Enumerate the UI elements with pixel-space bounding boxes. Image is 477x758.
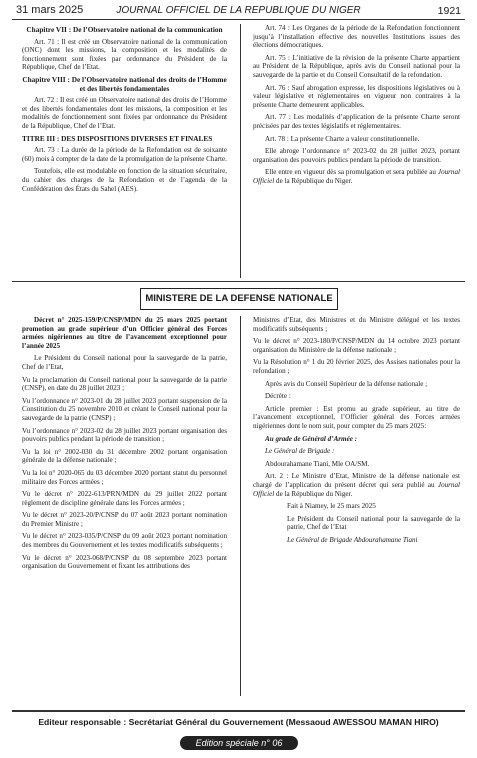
vu-4: Vu la loi n° 2002-030 du 31 décembre 2002 portant organisation générale de la défense nationale ;	[22, 447, 227, 465]
ministry-heading: MINISTERE DE LA DEFENSE NATIONALE	[140, 288, 338, 310]
vu-9-continuation: Ministres d’Etat, des Ministres et du Ministre délégué et les textes modificatifs subséquents ;	[253, 316, 460, 333]
article-75: Art. 75 : L’initiative de la révision de la présente Charte appartient au Président de la République, après avis du Conseil national pour la sauvegarde de la partie et du Conseil Consultatif de la refondation.	[253, 53, 460, 79]
edition-badge: Edition spéciale n° 06	[180, 736, 298, 750]
footer-rule	[12, 710, 465, 712]
entry-into-force: Elle entre en vigueur dès sa promulgation et sera publiée au Journal Officiel de la République du Niger.	[253, 168, 460, 185]
chapter-8-title: Chapitre VIII : De l’Observatoire national des droits de l’Homme et des libertés fondamentales	[22, 74, 227, 93]
article-73-continuation: Toutefois, elle est modulable en fonction de la situation sécuritaire, du cahier des charges de la Refondation et de l’agenda de la Confédération des États du Sahel (AES).	[22, 167, 227, 193]
signature-title: Le Président du Conseil national pour la sauvegarde de la patrie, Chef de l’Etat	[287, 514, 460, 532]
article-76: Art. 76 : Sauf abrogation expresse, les dispositions législatives ou à valeur législative et réglementaires en vigueur non contraires à la présente Charte demeurent applicables.	[253, 83, 460, 109]
article-72: Art. 72 : Il est créé un Observatoire national des droits de l’Homme et des libertés fondamentales dont les missions, la composition et les modalités de fonctionnement sont fixées par ordonnance du Président de la République, Chef de l’Etat.	[22, 96, 227, 130]
article-77: Art. 77 : Les modalités d’application de la présente Charte seront précisées par des textes législatifs et réglementaires.	[253, 113, 460, 130]
vu-2: Vu l’ordonnance n° 2023-01 du 28 juillet 2023 portant suspension de la Constitution du 25 novembre 2010 et créant le Conseil national pour la sauvegarde de la patrie (CNSP) ;	[22, 396, 227, 422]
article-2: Art. 2 : Le Ministre d’Etat, Ministre de la défense nationale est chargé de l’application du présent décret qui sera publié au Journal Officiel de la République du Niger.	[253, 472, 460, 498]
signature-name: Le Général de Brigade Abdourahamane Tiani	[287, 535, 418, 544]
column-divider-bottom	[240, 316, 241, 696]
title-3: TITRE III : DES DISPOSITIONS DIVERSES ET FINALES	[22, 133, 213, 143]
article-73: Art. 73 : La durée de la période de la Refondation est de soixante (60) mois à compter de la date de la promulgation de la présente Charte.	[22, 146, 227, 163]
vu-9: Vu le décret n° 2023-068/P/CNSP du 08 septembre 2023 portant organisation du Gouvernement et fixant les attributions des	[22, 553, 227, 571]
page-header	[14, 4, 463, 18]
vu-1: Vu la proclamation du Conseil national pour la sauvegarde de la patrie (CNSP), en date du 28 juillet 2023 ;	[22, 375, 227, 393]
vu-7: Vu le décret n° 2023-20/P/CNSP du 07 août 2023 portant nomination du Premier Ministre ;	[22, 511, 227, 528]
signature-block	[253, 502, 460, 544]
vu-10: Vu le décret n° 2023-180/P/CNSP/MDN du 14 octobre 2023 portant organisation du Ministère de la défense nationale ;	[253, 337, 460, 354]
decree-title: Décret n° 2025-159/P/CNSP/MDN du 25 mars 2025 portant promotion au grade supérieur d’un Officier général des Forces armées nigériennes au titre de l’avancement exceptionnel pour l’année 2025	[22, 316, 227, 350]
fait-line: Fait à Niamey, le 25 mars 2025	[287, 502, 376, 511]
abrogation-text: Elle abroge l’ordonnance n° 2023-02 du 28 juillet 2023, portant organisation des pouvoirs publics pendant la période de transition.	[253, 147, 460, 164]
top-right-column	[253, 24, 460, 190]
vu-8: Vu le décret n° 2023-035/P/CNSP du 09 août 2023 portant nomination des membres du Gouvernement et les textes modificatifs subséquents ;	[22, 532, 227, 550]
top-left-column	[22, 24, 227, 197]
article-78: Art. 78 : La présente Charte a valeur constitutionnelle.	[265, 134, 420, 143]
officer-name: Abdourahamane Tiani, Mle OA/SM.	[265, 459, 370, 468]
article-74: Art. 74 : Les Organes de la période de la Refondation fonctionnent jusqu’à l’installation effective des nouvelles Institutions issues des élections démocratiques.	[253, 24, 460, 50]
header-rule	[12, 19, 465, 20]
vu-11: Vu la Résolution n° 1 du 20 février 2025, des Assises nationales pour la refondation ;	[253, 358, 460, 375]
article-premier: Article premier : Est promu au grade supérieur, au titre de l’avancement exceptionnel, l’Officier général des Forces armées nigériennes dont le nom suit, pour compter du 25 mars 2025:	[253, 404, 460, 430]
vu-5: Vu la loi n° 2020-065 du 03 décembre 2020 portant statut du personnel militaire des Forces armées ;	[22, 468, 227, 486]
general-brigade-line: Le Général de Brigade :	[265, 447, 335, 456]
president-line: Le Président du Conseil national pour la sauvegarde de la patrie, Chef de l’Etat,	[22, 354, 227, 371]
journal-title: JOURNAL OFFICIEL DE LA REPUBLIQUE DU NIGER	[116, 5, 361, 16]
column-divider-top	[240, 24, 241, 278]
vu-3: Vu l’ordonnance n° 2023-02 du 28 juillet 2023 portant organisation des pouvoirs publics pendant la période de transition ;	[22, 426, 227, 444]
page-number: 1921	[437, 5, 461, 17]
vu-6: Vu le décret n° 2022-613/PRN/MDN du 29 juillet 2022 portant règlement de discipline générale dans les Forces armées ;	[22, 490, 227, 507]
decrete-line: Décrète :	[265, 392, 291, 401]
bottom-left-column	[22, 316, 227, 575]
issue-date: 31 mars 2025	[16, 4, 84, 16]
bottom-right-column	[253, 316, 460, 548]
chapter-7-title: Chapitre VII : De l’Observatoire national de la communication	[26, 25, 223, 34]
editor-line: Editeur responsable : Secrétariat Général du Gouvernement (Messaoud AWESSOU MAMAN HIRO)	[38, 717, 439, 727]
article-71: Art. 71 : Il est créé un Observatoire national de la communication (ONC) dont les missions, la composition et les modalités de fonctionnement sont fixées par ordonnance du Président de la République, Chef de l’Etat.	[22, 37, 227, 72]
grade-heading: Au grade de Général d’Armée :	[265, 434, 358, 443]
section-rule	[12, 281, 465, 282]
avis-line: Après avis du Conseil Supérieur de la défense nationale ;	[265, 379, 428, 388]
